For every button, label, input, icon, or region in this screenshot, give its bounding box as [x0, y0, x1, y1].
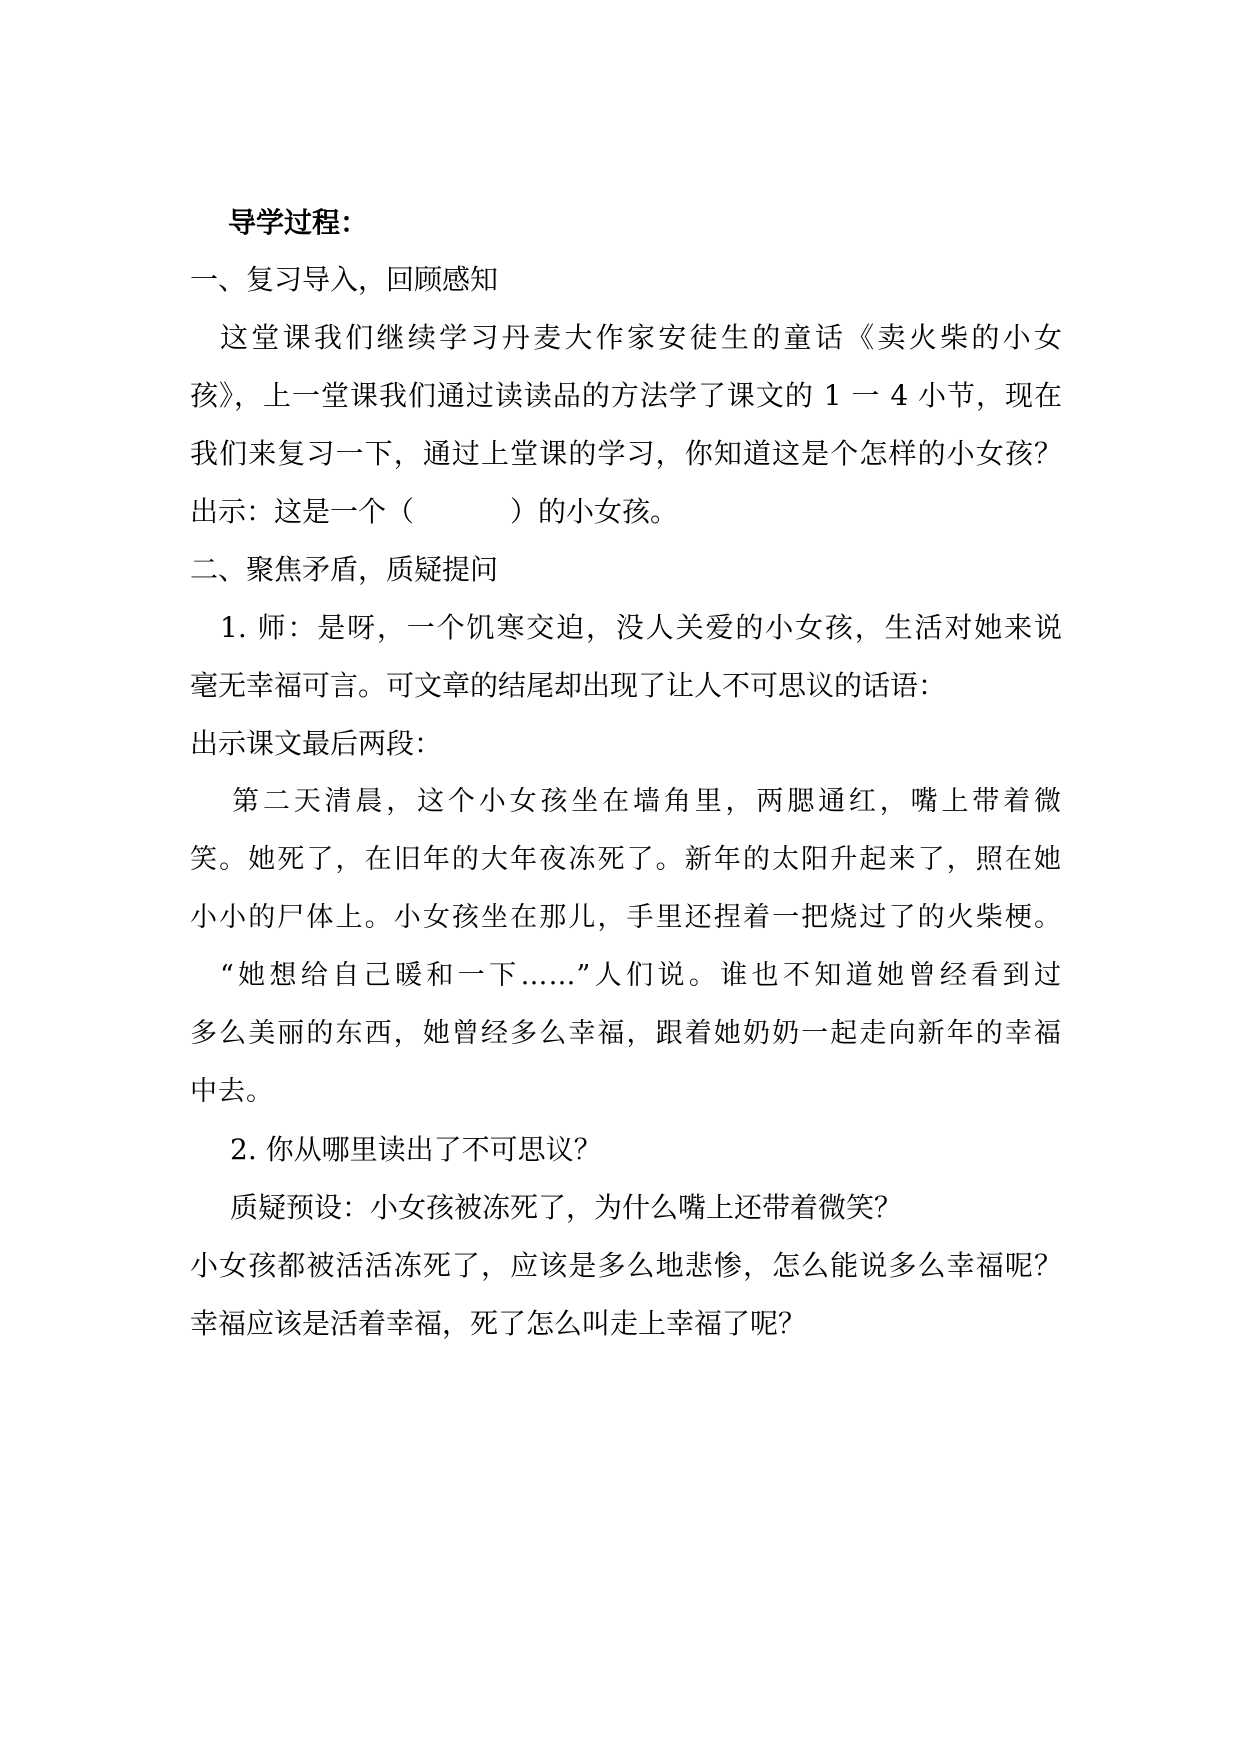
quote2-line2: 多么美丽的东西，她曾经多么幸福，跟着她奶奶一起走向新年的幸福: [190, 1018, 1062, 1049]
show-text-label: 出示课文最后两段：: [190, 727, 443, 760]
quote1-line3: 小小的尸体上。小女孩坐在那儿，手里还捏着一把烧过了的火柴梗。: [190, 902, 1062, 933]
section2-title: 二、聚焦矛盾，质疑提问: [190, 553, 499, 586]
quote1-line1: 第二天清晨，这个小女孩坐在墙角里，两腮通红，嘴上带着微: [232, 786, 1062, 817]
section2-paragraph-line2: 毫无幸福可言。可文章的结尾却出现了让人不可思议的话语：: [190, 669, 947, 702]
section1-paragraph-line2: 孩》，上一堂课我们通过读读品的方法学了课文的 1 一 4 小节，现在: [190, 379, 1062, 412]
quote1-line2: 笑。她死了，在旧年的大年夜冻死了。新年的太阳升起来了，照在她: [190, 844, 1062, 875]
quote2-line1: “她想给自己暖和一下……”人们说。谁也不知道她曾经看到过: [220, 960, 1062, 991]
prompt-line: [190, 492, 678, 532]
prompt-suffix: ）的小女孩。: [510, 495, 679, 528]
section2-paragraph-line1: 1. 师：是呀，一个饥寒交迫，没人关爱的小女孩，生活对她来说: [220, 611, 1062, 644]
heading: 导学过程：: [228, 206, 369, 239]
section1-paragraph-line1: 这堂课我们继续学习丹麦大作家安徒生的童话《卖火柴的小女: [220, 321, 1062, 354]
prompt-prefix: 出示：这是一个（: [190, 495, 415, 528]
section1-paragraph-line3: 我们来复习一下，通过上堂课的学习，你知道这是个怎样的小女孩？: [190, 437, 1062, 470]
preset-line2: 小女孩都被活活冻死了，应该是多么地悲惨，怎么能说多么幸福呢？: [190, 1249, 1062, 1282]
quote2-line3: 中去。: [190, 1076, 274, 1107]
question-2: 2. 你从哪里读出了不可思议？: [230, 1133, 602, 1166]
preset-line1: 质疑预设：小女孩被冻死了，为什么嘴上还带着微笑？: [230, 1191, 903, 1224]
preset-line3: 幸福应该是活着幸福，死了怎么叫走上幸福了呢？: [190, 1307, 807, 1340]
section1-title: 一、复习导入，回顾感知: [190, 263, 499, 296]
